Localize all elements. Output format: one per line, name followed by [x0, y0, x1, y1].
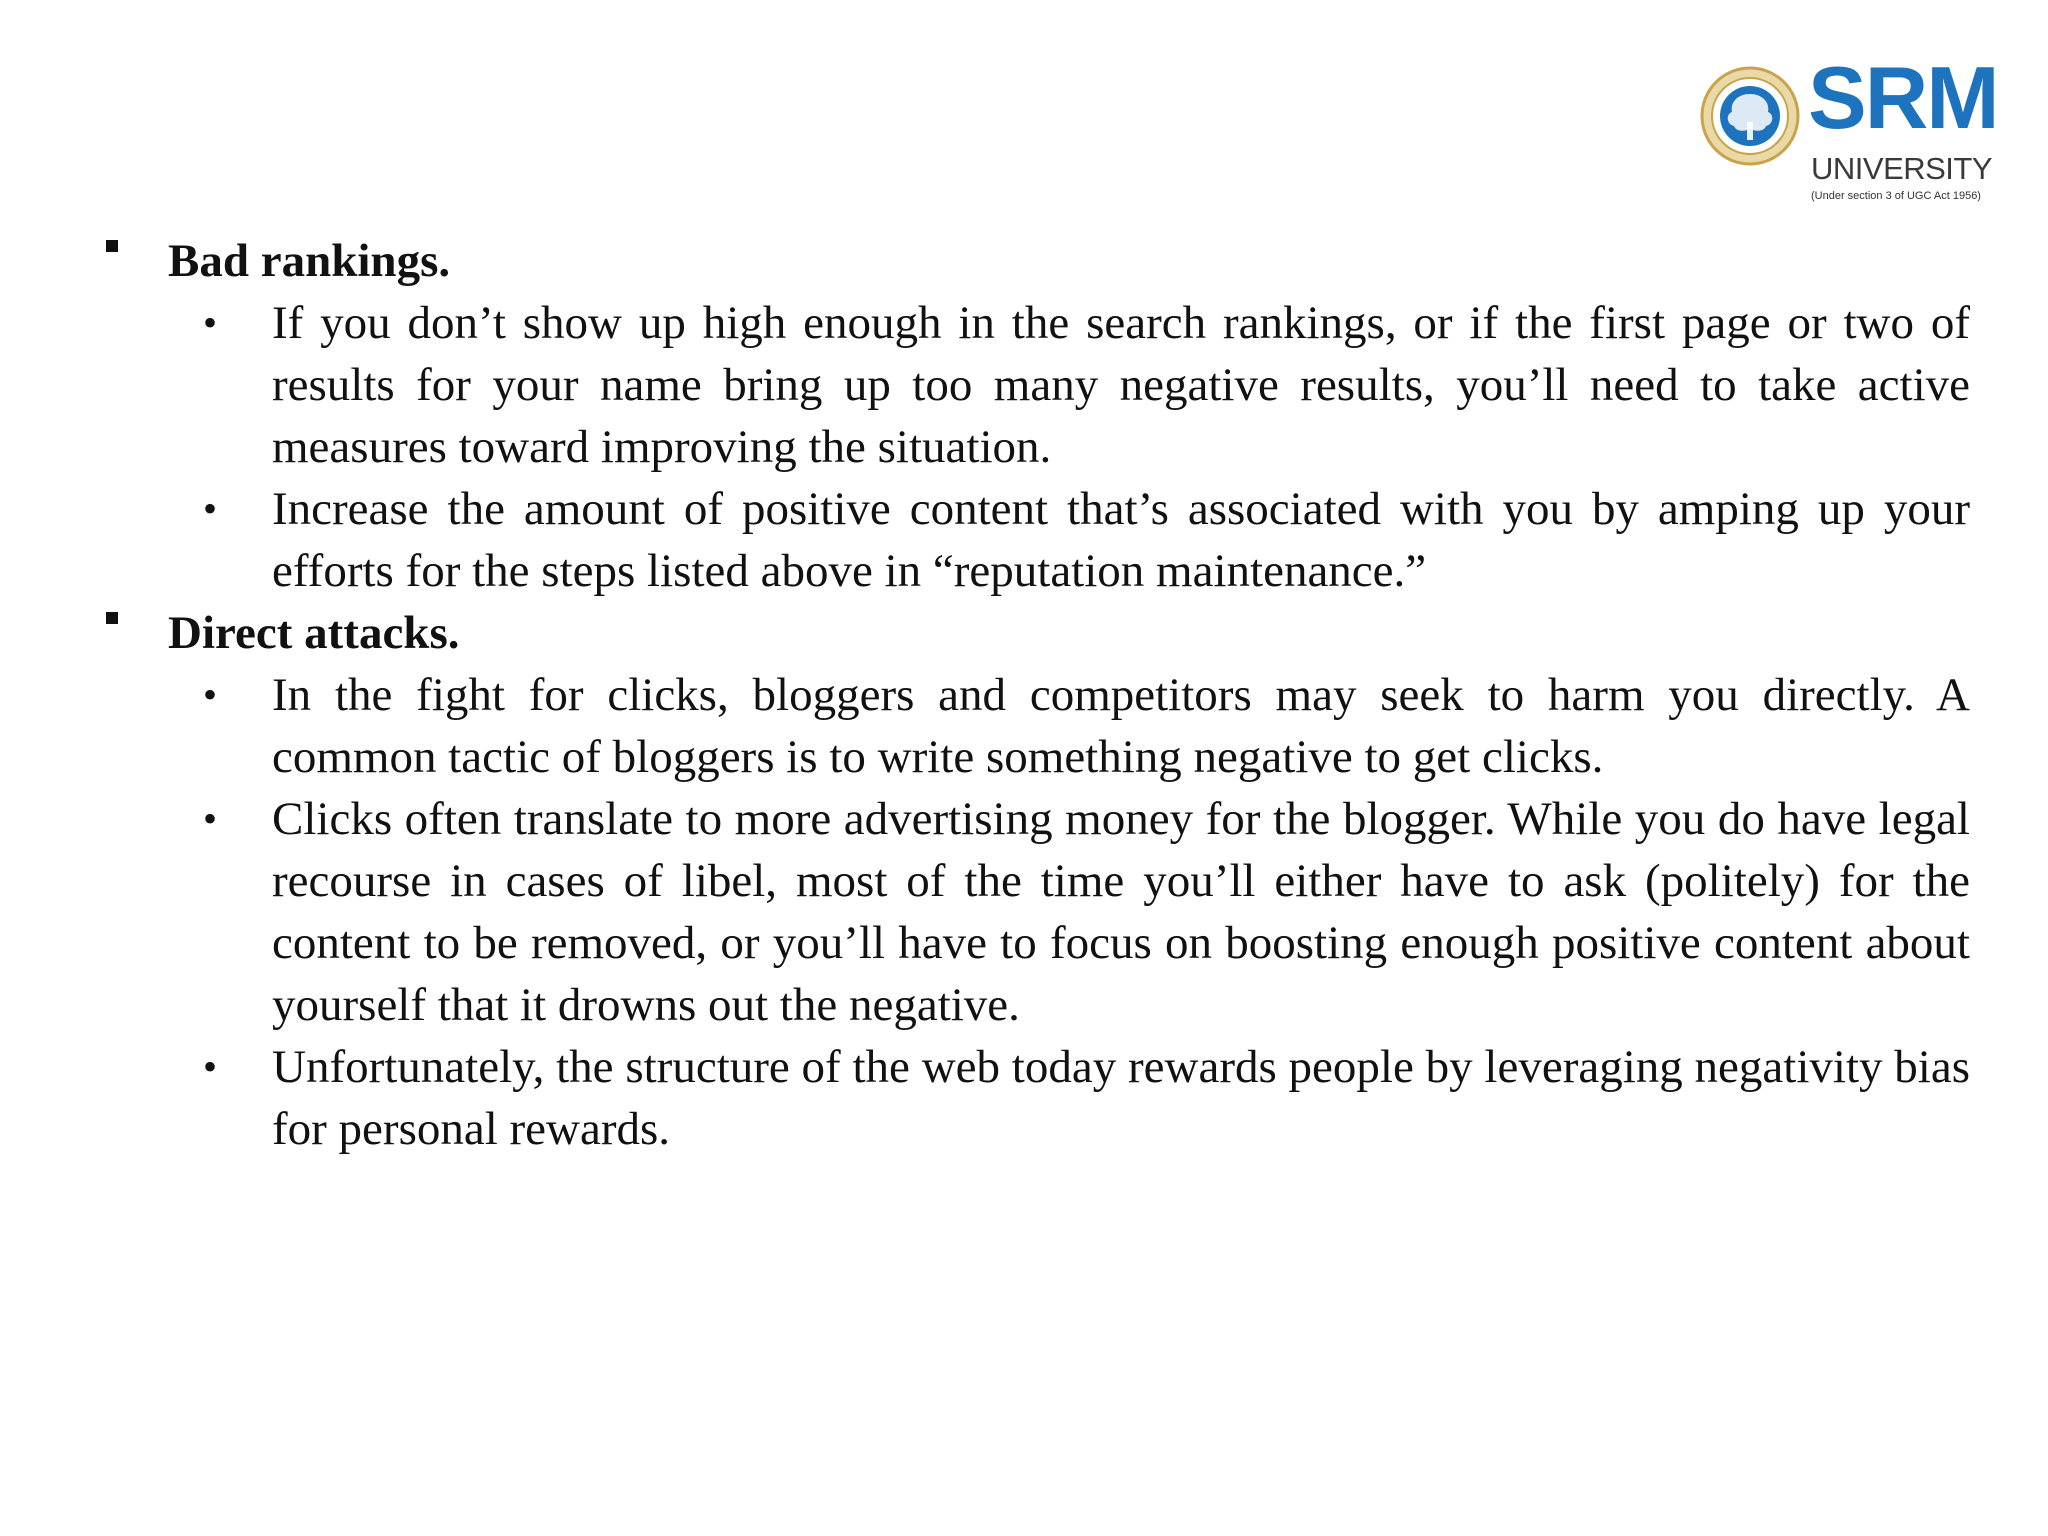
list-item — [100, 1036, 1970, 1160]
list-item — [100, 292, 1970, 478]
list-item-text: Unfortunately, the structure of the web today rewards people by leveraging negativity bias for personal rewards. — [272, 1041, 1970, 1155]
list-item-text: In the fight for clicks, bloggers and competitors may seek to harm you directly. A common tactic of bloggers is to write something negative to get clicks. — [272, 669, 1970, 783]
dot-bullet-icon: • — [203, 300, 218, 345]
list-item-text: If you don’t show up high enough in the search rankings, or if the first page or two of results for your name bring up too many negative results, you’ll need to take active measures toward improving the situation. — [272, 297, 1970, 473]
logo-srm-text: SRM — [1808, 48, 1998, 147]
square-bullet-icon — [106, 612, 118, 624]
dot-bullet-icon: • — [203, 672, 218, 717]
list-item-text: Clicks often translate to more advertising money for the blogger. While you do have legal recourse in cases of libel, most of the time you’ll either have to ask (politely) for the content to be removed, or you’ll have to focus on boosting enough positive content about yourself that it drowns out the negative. — [272, 793, 1970, 1031]
section-heading — [100, 602, 1970, 664]
square-bullet-icon — [106, 240, 118, 252]
section-heading-text: Direct attacks. — [168, 607, 460, 659]
srm-university-logo — [1700, 48, 2010, 212]
section-heading-text: Bad rankings. — [168, 235, 451, 287]
logo-subtitle: (Under section 3 of UGC Act 1956) — [1811, 190, 1981, 202]
list-item — [100, 788, 1970, 1036]
dot-bullet-icon: • — [203, 1044, 218, 1089]
university-seal-icon — [1700, 66, 1800, 166]
dot-bullet-icon: • — [203, 486, 218, 531]
list-item-text: Increase the amount of positive content that’s associated with you by amping up your efforts for the steps listed above in “reputation maintenance.” — [272, 483, 1970, 597]
logo-university-text: UNIVERSITY — [1811, 151, 1993, 186]
list-item — [100, 664, 1970, 788]
slide-content — [100, 230, 1970, 1160]
section-heading — [100, 230, 1970, 292]
list-item — [100, 478, 1970, 602]
dot-bullet-icon: • — [203, 796, 218, 841]
